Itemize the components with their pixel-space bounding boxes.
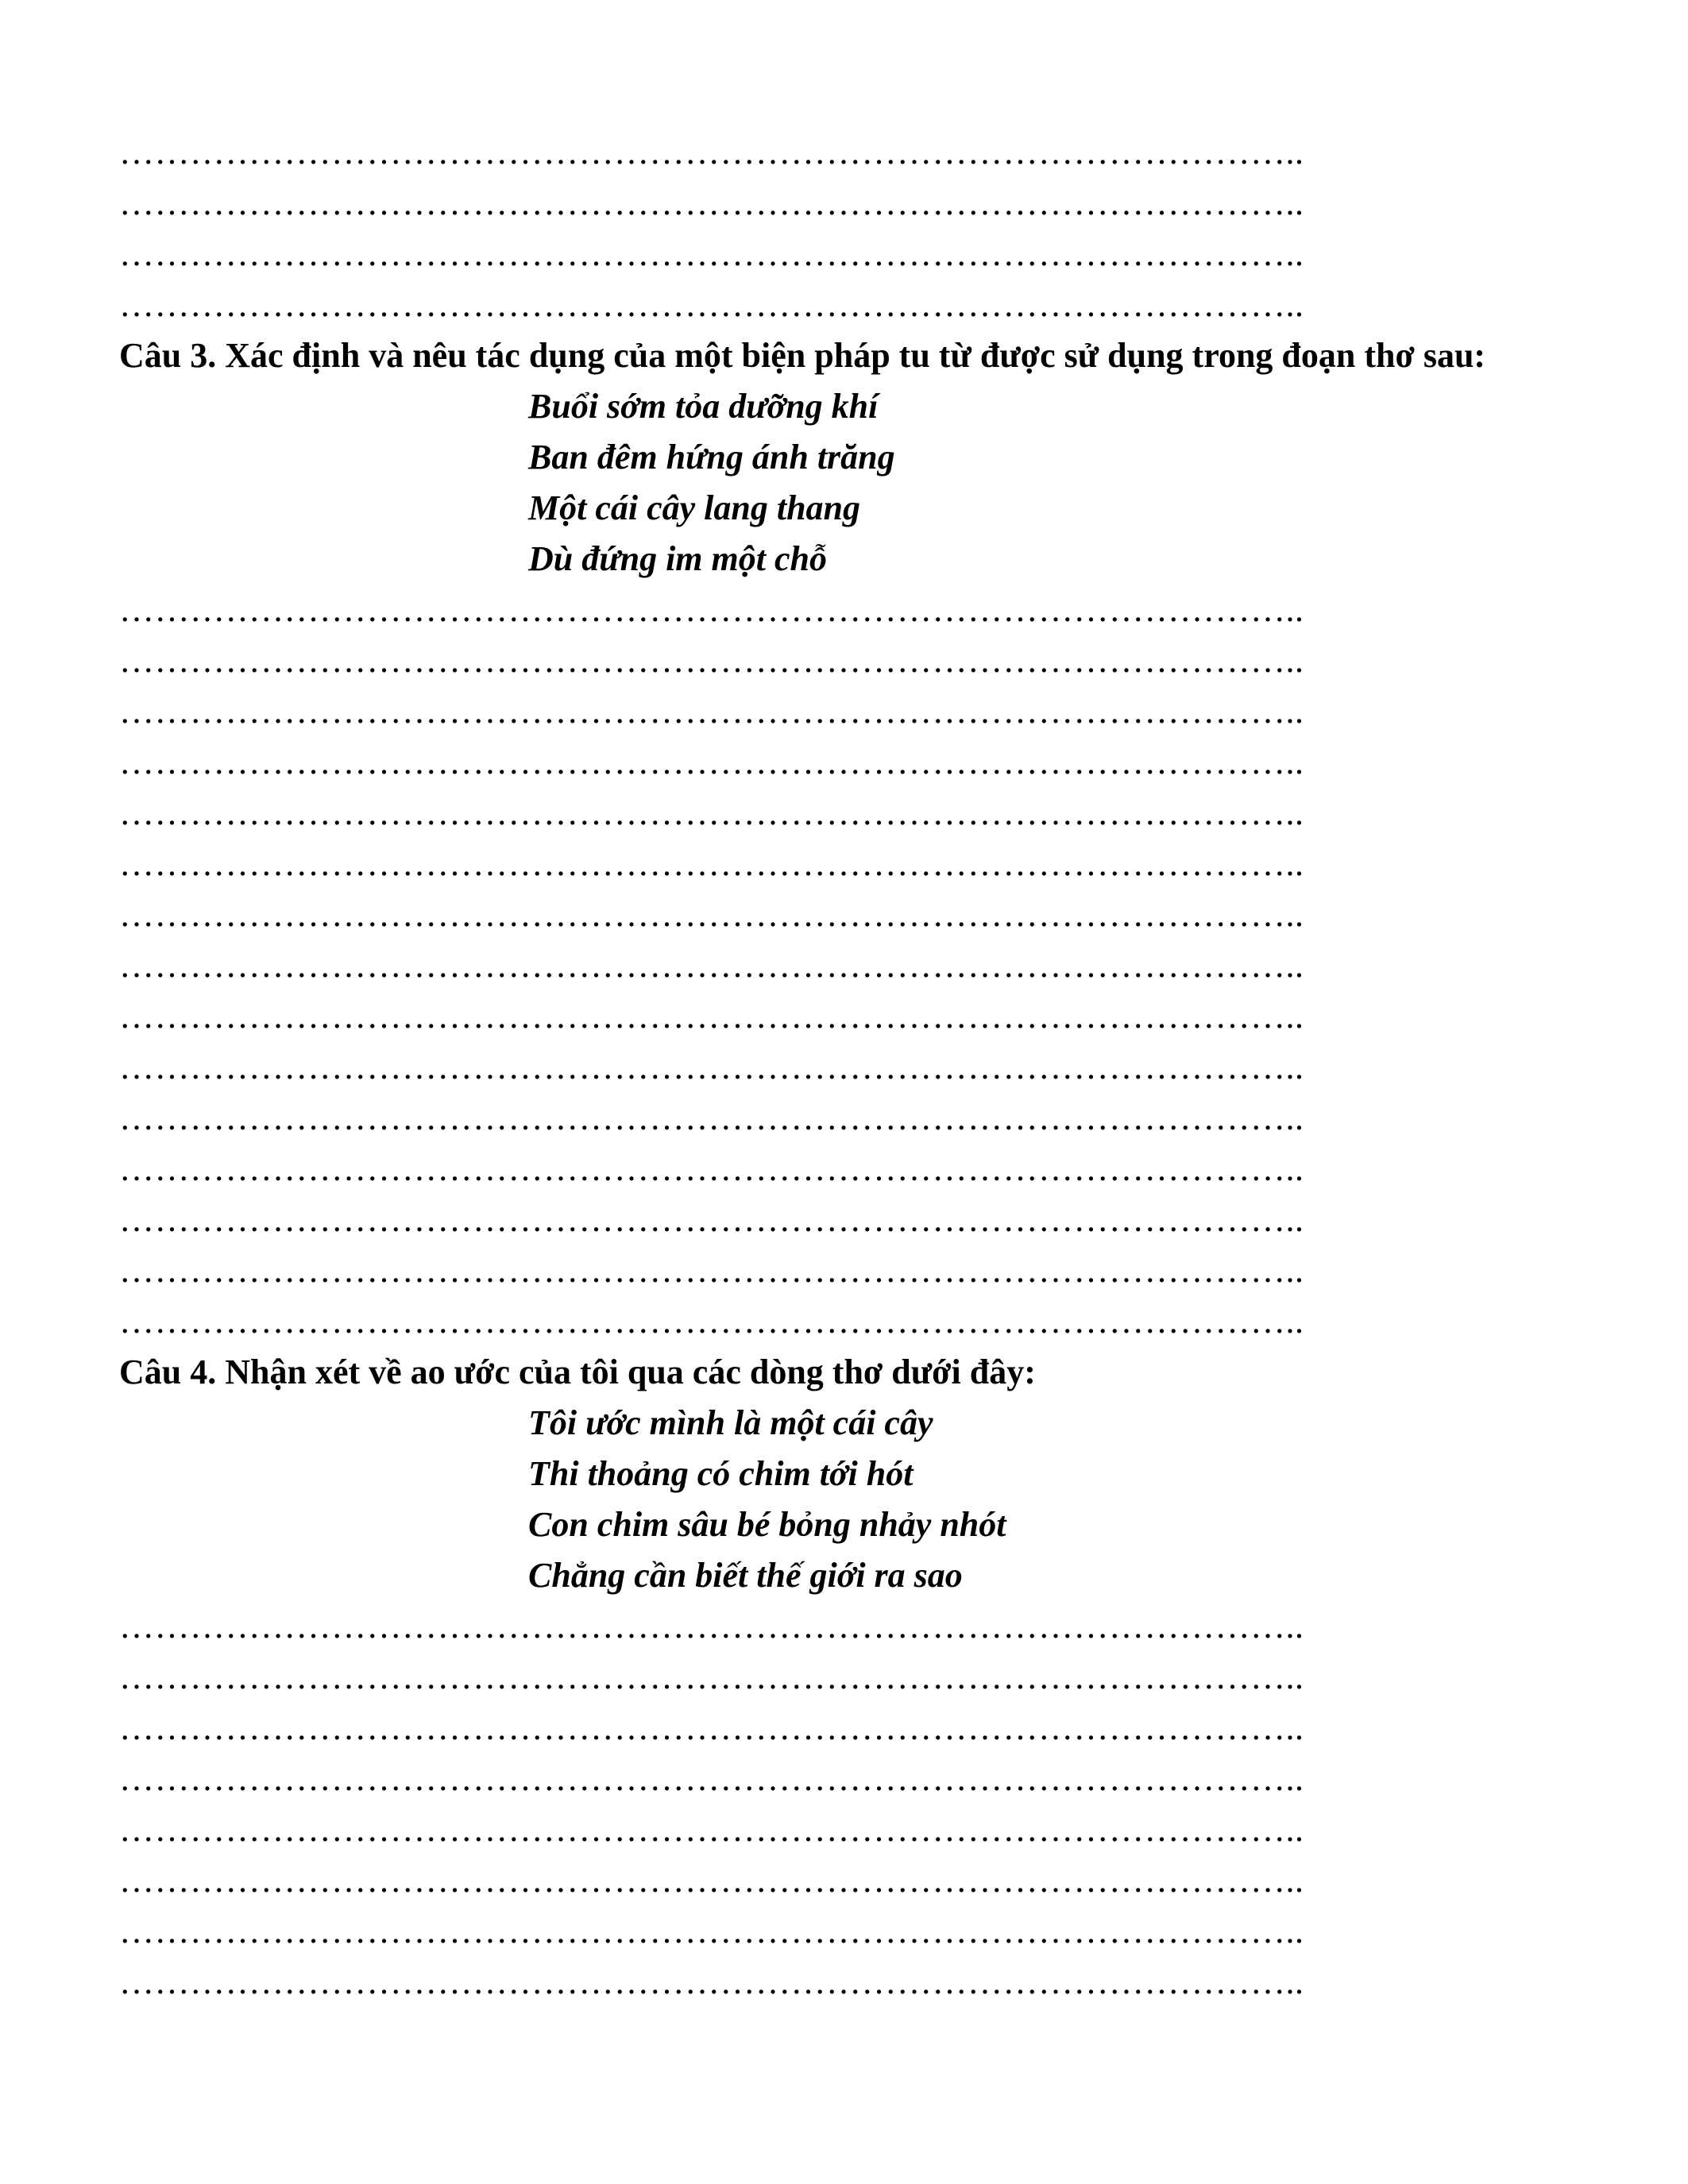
- answer-block-question-3: [119, 585, 1578, 1347]
- answer-dot-line[interactable]: ………………………………………………………………………………………..: [119, 1962, 1304, 2001]
- poem-line: Dù đứng im một chỗ: [528, 539, 827, 578]
- answer-dot-line[interactable]: ………………………………………………………………………………………..: [119, 183, 1304, 222]
- question-4-prompt: Câu 4. Nhận xét về ao ước của tôi qua các dòng thơ dưới đây:: [119, 1352, 1036, 1391]
- answer-dot-line[interactable]: ………………………………………………………………………………………..: [119, 1810, 1304, 1849]
- question-4-poem: [528, 1398, 1578, 1601]
- poem-line: Con chim sâu bé bỏng nhảy nhót: [528, 1505, 1006, 1544]
- answer-dot-line[interactable]: ………………………………………………………………………………………..: [119, 844, 1304, 883]
- answer-dot-line[interactable]: ………………………………………………………………………………………..: [119, 1861, 1304, 1900]
- answer-block-question-4: [119, 1601, 1578, 2008]
- answer-dot-line[interactable]: ………………………………………………………………………………………..: [119, 1759, 1304, 1798]
- answer-dot-line[interactable]: ………………………………………………………………………………………..: [119, 1251, 1304, 1290]
- answer-block-previous: [119, 127, 1578, 330]
- answer-dot-line[interactable]: ………………………………………………………………………………………..: [119, 133, 1304, 172]
- worksheet-content: [119, 127, 1578, 2008]
- poem-line: Ban đêm hứng ánh trăng: [528, 438, 895, 477]
- answer-dot-line[interactable]: ………………………………………………………………………………………..: [119, 1912, 1304, 1951]
- poem-line: Tôi ước mình là một cái cây: [528, 1403, 933, 1442]
- answer-dot-line[interactable]: ………………………………………………………………………………………..: [119, 285, 1304, 324]
- answer-dot-line[interactable]: ………………………………………………………………………………………..: [119, 895, 1304, 934]
- answer-dot-line[interactable]: ………………………………………………………………………………………..: [119, 793, 1304, 832]
- answer-dot-line[interactable]: ………………………………………………………………………………………..: [119, 1098, 1304, 1137]
- answer-dot-line[interactable]: ………………………………………………………………………………………..: [119, 997, 1304, 1036]
- poem-line: Thi thoảng có chim tới hót: [528, 1454, 914, 1493]
- answer-dot-line[interactable]: ………………………………………………………………………………………..: [119, 641, 1304, 680]
- poem-line: Chẳng cần biết thế giới ra sao: [528, 1556, 963, 1595]
- answer-dot-line[interactable]: ………………………………………………………………………………………..: [119, 1149, 1304, 1188]
- answer-dot-line[interactable]: ………………………………………………………………………………………..: [119, 590, 1304, 629]
- answer-dot-line[interactable]: ………………………………………………………………………………………..: [119, 1708, 1304, 1747]
- answer-dot-line[interactable]: ………………………………………………………………………………………..: [119, 743, 1304, 781]
- answer-dot-line[interactable]: ………………………………………………………………………………………..: [119, 1657, 1304, 1696]
- question-3-prompt: Câu 3. Xác định và nêu tác dụng của một biện pháp tu từ được sử dụng trong đoạn thơ sau:: [119, 336, 1486, 375]
- poem-line: Buổi sớm tỏa dưỡng khí: [528, 387, 879, 426]
- answer-dot-line[interactable]: ………………………………………………………………………………………..: [119, 692, 1304, 731]
- answer-dot-line[interactable]: ………………………………………………………………………………………..: [119, 234, 1304, 273]
- answer-dot-line[interactable]: ………………………………………………………………………………………..: [119, 1302, 1304, 1341]
- answer-dot-line[interactable]: ………………………………………………………………………………………..: [119, 946, 1304, 985]
- answer-dot-line[interactable]: ………………………………………………………………………………………..: [119, 1200, 1304, 1239]
- poem-line: Một cái cây lang thang: [528, 488, 861, 527]
- question-3-poem: [528, 381, 1578, 585]
- answer-dot-line[interactable]: ………………………………………………………………………………………..: [119, 1048, 1304, 1086]
- answer-dot-line[interactable]: ………………………………………………………………………………………..: [119, 1607, 1304, 1646]
